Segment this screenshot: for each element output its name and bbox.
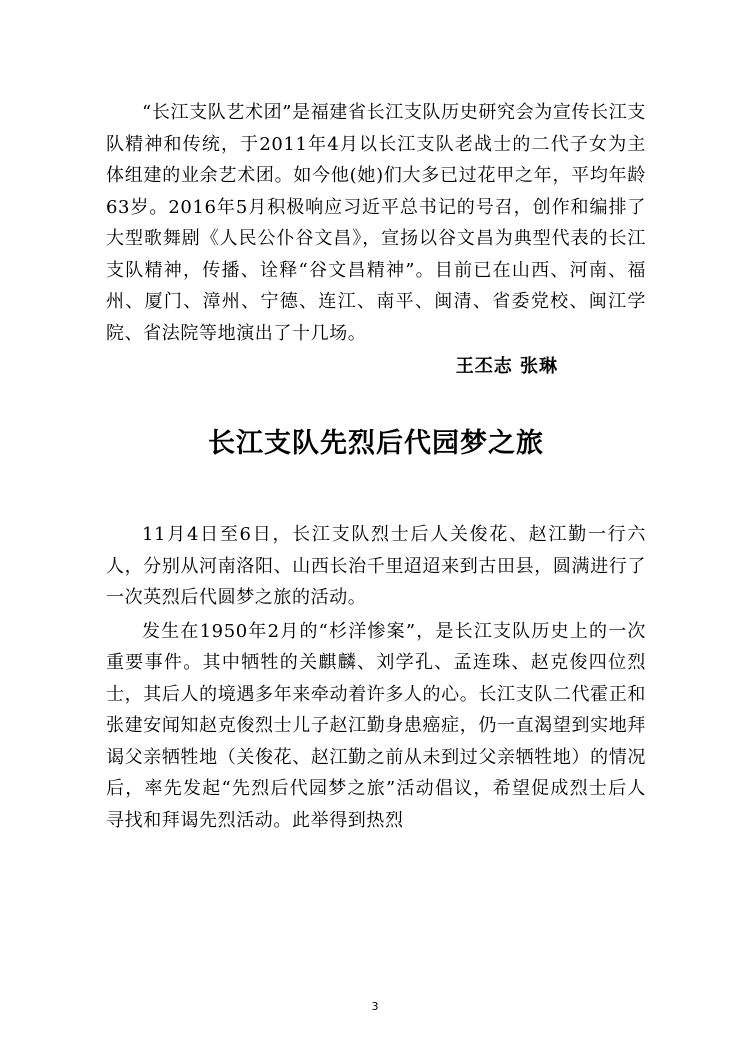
- article-paragraph-2: 发生在1950年2月的“杉洋惨案”，是长江支队历史上的一次重要事件。其中牺牲的关麒麟、刘学孔、孟连珠、赵克俊四位烈士，其后人的境遇多年来牵动着许多人的心。长江支队二代霍正和张建安闻知赵克俊烈士儿子赵江勤身患癌症，仍一直渴望到实地拜谒父亲牺牲地（关俊花、赵江勤之前从未到过父亲牺牲地）的情况后，率先发起“先烈后代园梦之旅”活动倡议，希望促成烈士后人寻找和拜谒先烈活动。此举得到热烈: [106, 620, 646, 831]
- article-paragraph-1: 11月4日至6日，长江支队烈士后人关俊花、赵江勤一行六人，分别从河南洛阳、山西长治千里迢迢来到古田县，圆满进行了一次英烈后代圆梦之旅的活动。: [106, 524, 646, 608]
- page-number: 3: [371, 1000, 379, 1013]
- article-body: [106, 519, 646, 836]
- article-title: 长江支队先烈后代园梦之旅: [208, 428, 544, 459]
- author-signature: 王丕志 张琳: [455, 356, 558, 377]
- document-page: [106, 97, 646, 836]
- intro-paragraph: “长江支队艺术团”是福建省长江支队历史研究会为宣传长江支队精神和传统，于2011年4月以长江支队老战士的二代子女为主体组建的业余艺术团。如今他(她)们大多已过花甲之年，平均年龄63岁。2016年5月积极响应习近平总书记的号召，创作和编排了大型歌舞剧《人民公仆谷文昌》，宣扬以谷文昌为典型代表的长江支队精神，传播、诠释“谷文昌精神”。目前已在山西、河南、福州、厦门、漳州、宁德、连江、南平、闽清、省委党校、闽江学院、省法院等地演出了十几场。: [106, 102, 646, 344]
